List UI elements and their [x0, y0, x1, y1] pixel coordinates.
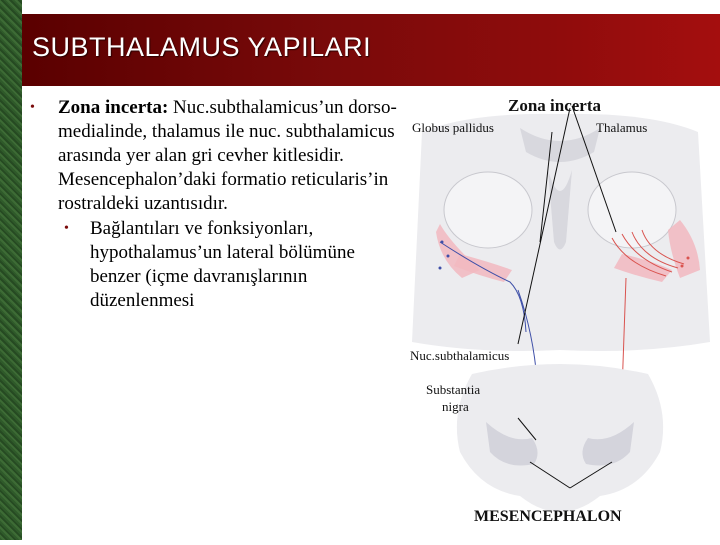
brain-section-figure	[400, 92, 720, 540]
slide-title: SUBTHALAMUS YAPILARI	[32, 32, 372, 62]
title-bar	[22, 14, 720, 86]
brain-illustration	[400, 92, 720, 540]
mesencephalon-section	[457, 364, 663, 512]
right-thalamus-shape	[588, 172, 676, 248]
label-zona-incerta: Zona incerta	[508, 96, 602, 115]
bullet-zona-incerta	[28, 96, 400, 216]
label-nuc-subthalamicus: Nuc.subthalamicus	[410, 348, 510, 363]
sub-bullet-text: Bağlantıları ve fonksiyonları, hypothalamus’un lateral bölümüne benzer (içme davranışlarının düzenlenmesi	[90, 218, 355, 311]
decorative-left-strip	[0, 0, 22, 540]
label-nigra: nigra	[442, 399, 469, 414]
bullet-icon: •	[64, 221, 69, 236]
left-thalamus-shape	[444, 172, 532, 248]
label-mesencephalon: MESENCEPHALON	[474, 508, 622, 525]
label-globus-pallidus: Globus pallidus	[412, 120, 494, 135]
bullet-icon: •	[30, 100, 35, 115]
bullet-term: Zona incerta:	[58, 97, 169, 118]
slide-body	[28, 96, 400, 313]
bullet-text: Nuc.subthalamicus’un dorso-medialinde, thalamus ile nuc. subthalamicus arasında yer alan gri cevher kitlesidir. Mesencephalon’daki formatio reticularis’in rostraldeki uzantısıdır.	[58, 97, 397, 214]
label-substantia: Substantia	[426, 382, 481, 397]
label-thalamus: Thalamus	[596, 120, 648, 135]
sub-bullet-connections	[28, 217, 400, 313]
